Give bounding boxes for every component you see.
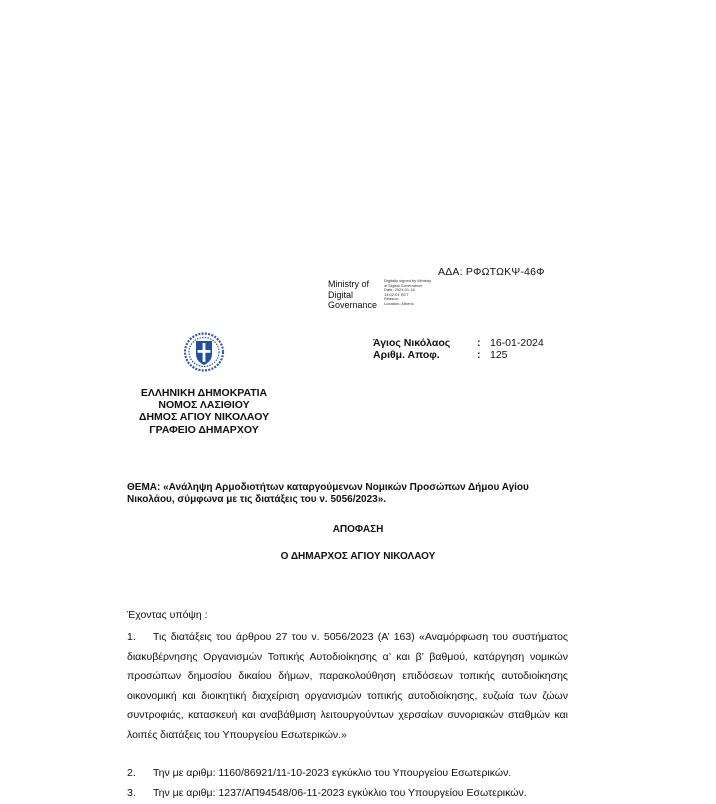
item-text: Την με αριθμ: 1160/86921/11-10-2023 εγκύκλιο του Υπουργείου Εσωτερικών. bbox=[153, 767, 512, 779]
subject-line: Νικολάου, σύμφωνα με τις διατάξεις του ν. 5056/2023». bbox=[127, 494, 387, 506]
place-label: Άγιος Νικόλαος bbox=[373, 337, 451, 349]
signature-detail-line: of Digital Governance bbox=[384, 282, 423, 288]
ada-code: ΑΔΑ: ΡΦΩΤΩΚΨ-46Φ bbox=[438, 266, 545, 278]
item-text: Τις διατάξεις του άρθρου 27 του ν. 5056/2023 (Α’ 163) «Αναμόρφωση του συστήματος διακυβέρνησης Οργανισμών Τοπικής Αυτοδιοίκησης α’ και β’ βαθμού, κατάργηση νομικών προσώπων δημοσίου δικαίου δήμων, παρακολούθηση επιδόσεων τοπικής αυτοδιοίκησης οικονομική και διοικητική διαχείριση οργανισμών τοπικής αυτοδιοίκησης, ευζωία των ζώων συντροφιάς, κατασκευή και αναβάθμιση λειτουργούντων χερσαίων συνοριακών σταθμών και λοιπές διατάξεις του Υπουργείου Εσωτερικών.» bbox=[127, 631, 568, 741]
number-label: Αριθμ. Αποφ. bbox=[373, 349, 440, 361]
meta-row-number bbox=[373, 349, 544, 361]
signature-detail-line: Reason: bbox=[384, 296, 399, 302]
considering-label: Έχοντας υπόψη : bbox=[127, 609, 208, 621]
header-line: ΓΡΑΦΕΙΟ ΔΗΜΑΡΧΟΥ bbox=[149, 423, 259, 436]
mayor-title: Ο ΔΗΜΑΡΧΟΣ ΑΓΙΟΥ ΝΙΚΟΛΑΟΥ bbox=[280, 551, 436, 562]
item-number: 3. bbox=[127, 787, 136, 799]
subject bbox=[127, 482, 567, 506]
list-item bbox=[127, 628, 568, 746]
meta-row-date bbox=[373, 337, 544, 349]
header-line: ΔΗΜΟΣ ΑΓΙΟΥ ΝΙΚΟΛΑΟΥ bbox=[138, 411, 270, 424]
list-item bbox=[127, 764, 568, 784]
signature-org-line: Ministry of bbox=[328, 279, 370, 289]
decision-meta bbox=[373, 337, 544, 361]
item-number: 1. bbox=[127, 631, 136, 643]
decision-title: ΑΠΟΦΑΣΗ bbox=[332, 524, 384, 535]
signature-detail-line: Location: Athens bbox=[384, 300, 414, 306]
separator: : bbox=[477, 349, 481, 361]
signature-org-line: Governance bbox=[328, 300, 378, 310]
list-item bbox=[127, 784, 568, 804]
item-text: Την με αριθμ: 1237/ΑΠ94548/06-11-2023 εγκύκλιο του Υπουργείου Εσωτερικών. bbox=[153, 787, 527, 799]
coat-of-arms-icon bbox=[183, 332, 225, 372]
signature-org-line: Digital bbox=[328, 289, 354, 300]
decision-date: 16-01-2024 bbox=[490, 337, 544, 349]
signature-details bbox=[384, 279, 431, 307]
signature-detail-line: Date: 2024.01.16 bbox=[384, 287, 415, 293]
authority-header bbox=[128, 387, 280, 436]
separator: : bbox=[477, 337, 481, 349]
item-number: 2. bbox=[127, 767, 136, 779]
decision-number: 125 bbox=[490, 349, 508, 361]
header-line: ΕΛΛΗΝΙΚΗ ΔΗΜΟΚΡΑΤΙΑ bbox=[140, 387, 268, 399]
header-line: ΝΟΜΟΣ ΛΑΣΙΘΙΟΥ bbox=[158, 399, 250, 412]
signature-detail-line: Digitally signed by Ministry bbox=[384, 278, 432, 283]
signature-detail-line: 14:02:01 EET bbox=[384, 291, 409, 297]
subject-line: ΘΕΜΑ: «Ανάληψη Αρμοδιοτήτων καταργούμενων Νομικών Προσώπων Δήμου Αγίου bbox=[127, 482, 529, 493]
signature-organization bbox=[328, 279, 377, 311]
